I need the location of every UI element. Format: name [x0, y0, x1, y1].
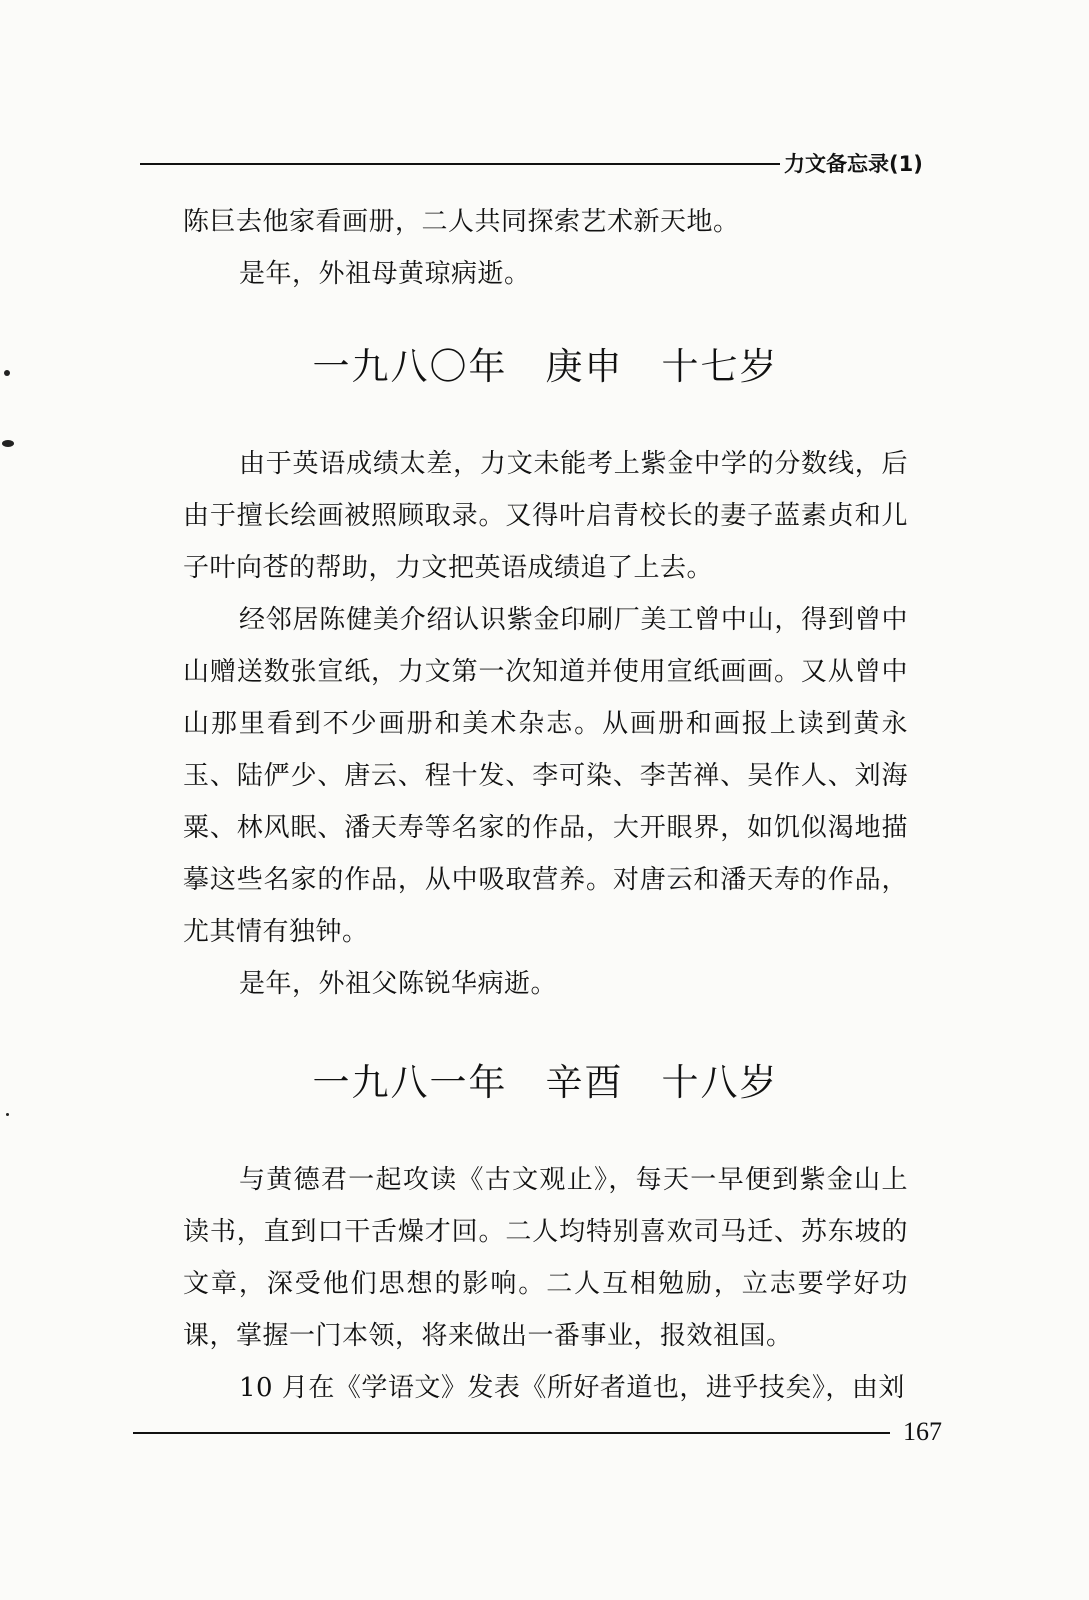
year-heading-1981 [183, 1058, 908, 1108]
footer-rule [133, 1432, 890, 1434]
heading-year: 一九八〇年 [312, 345, 508, 388]
paragraph: 由于英语成绩太差，力文未能考上紫金中学的分数线，后由于擅长绘画被照顾取录。又得叶启青校长的妻子蓝素贞和儿子叶向苍的帮助，力文把英语成绩追了上去。 [183, 449, 908, 583]
heading-age: 十七岁 [661, 345, 779, 388]
page-content [183, 196, 908, 1414]
heading-ganzhi: 庚申 [545, 345, 624, 388]
paragraph: 与黄德君一起攻读《古文观止》，每天一早便到紫金山上读书，直到口干舌燥才回。二人均特别喜欢司马迁、苏东坡的文章，深受他们思想的影响。二人互相勉励，立志要学好功课，掌握一门本领，将来做出一番事业，报效祖国。 [183, 1165, 908, 1351]
page-number: 167 [903, 1417, 942, 1446]
paragraph: 是年，外祖父陈锐华病逝。 [239, 969, 558, 999]
running-header-title: 力文备忘录(1) [784, 152, 923, 176]
heading-age: 十八岁 [661, 1061, 779, 1104]
header-rule [140, 163, 780, 165]
scan-speck [4, 370, 10, 376]
scan-speck [2, 440, 14, 447]
heading-year: 一九八一年 [312, 1061, 508, 1104]
paragraph-continuation: 陈巨去他家看画册，二人共同探索艺术新天地。 [183, 207, 740, 237]
year-heading-1980 [183, 342, 908, 392]
scan-speck [6, 1113, 9, 1116]
paragraph: 是年，外祖母黄琼病逝。 [239, 259, 531, 289]
paragraph: 经邻居陈健美介绍认识紫金印刷厂美工曾中山，得到曾中山赠送数张宣纸，力文第一次知道并使用宣纸画画。又从曾中山那里看到不少画册和美术杂志。从画册和画报上读到黄永玉、陆俨少、唐云、程十发、李可染、李苦禅、吴作人、刘海粟、林风眠、潘天寿等名家的作品，大开眼界，如饥似渴地描摹这些名家的作品，从中吸取营养。对唐云和潘天寿的作品，尤其情有独钟。 [183, 605, 908, 947]
heading-ganzhi: 辛酉 [545, 1061, 624, 1104]
paragraph: 10 月在《学语文》发表《所好者道也，进乎技矣》，由刘 [239, 1373, 905, 1403]
